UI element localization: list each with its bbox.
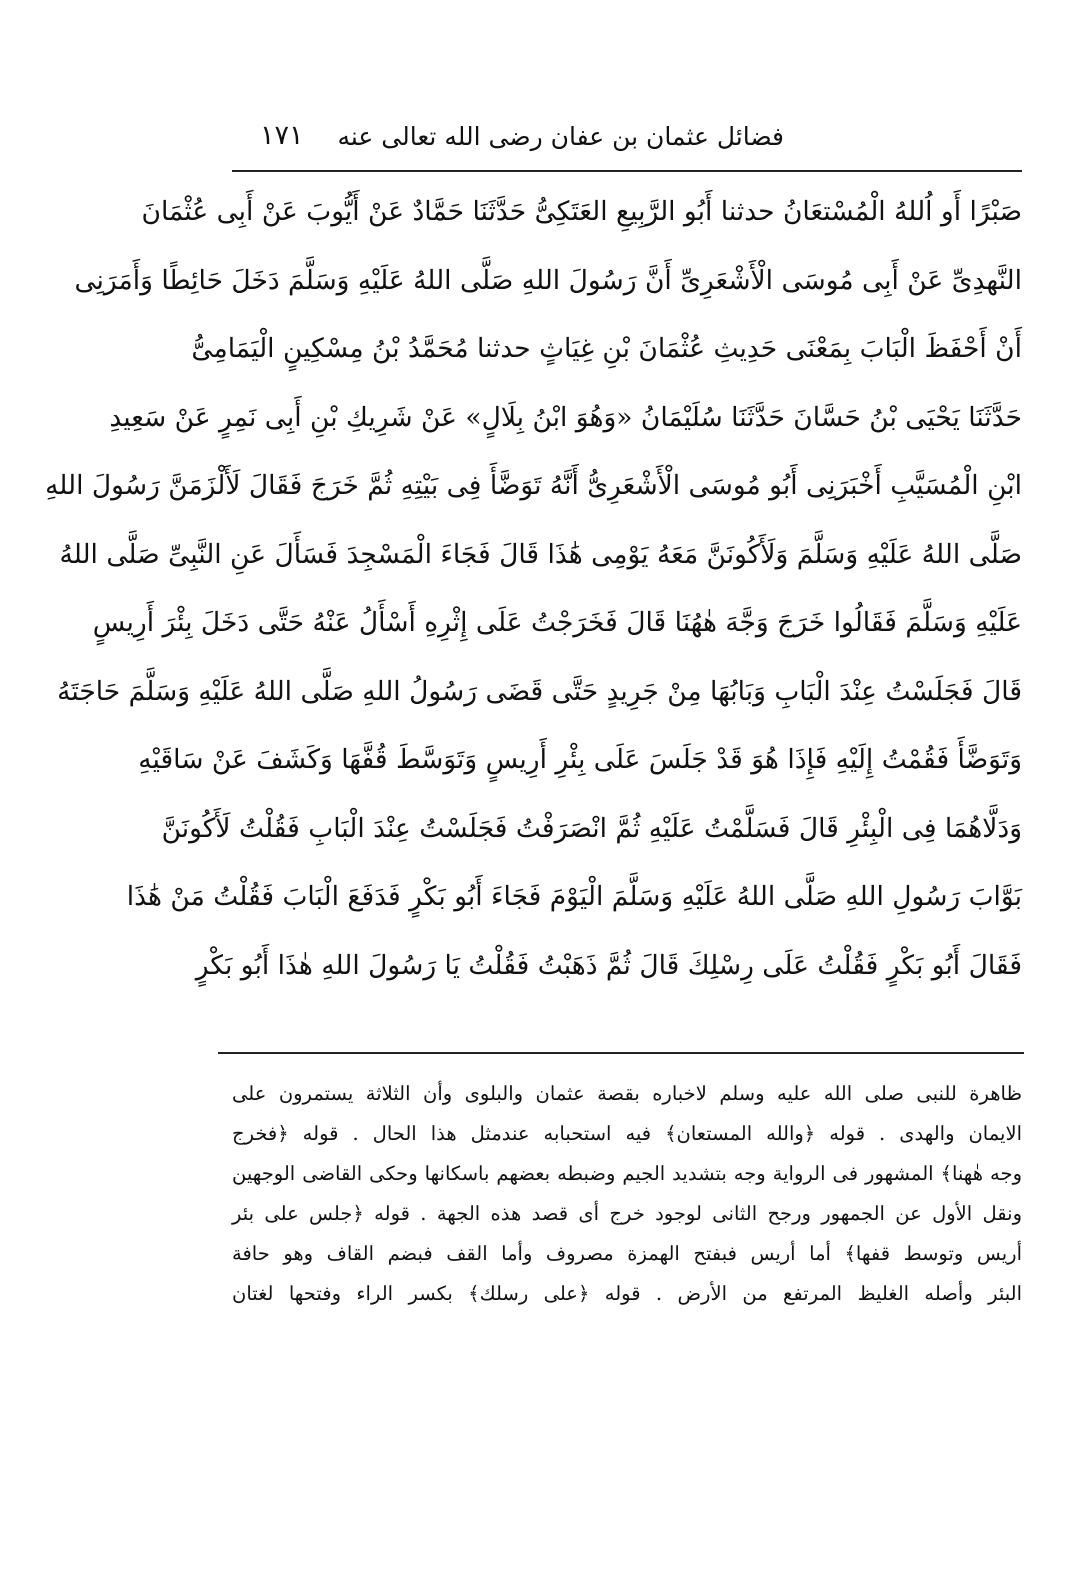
commentary-line: ظاهرة للنبى صلى الله عليه وسلم لاخباره بقصة عثمان والبلوى وأن الثلاثة يستمرون على (232, 1082, 1022, 1105)
main-text-line: قَالَ فَجَلَسْتُ عِنْدَ الْبَابِ وَبَابُهَا مِنْ جَرِيدٍ حَتَّى قَضَى رَسُولُ اللهِ صَلَّى اللهُ عَلَيْهِ وَسَلَّمَ حَاجَتَهُ (57, 675, 1022, 707)
commentary-line: ونقل الأول عن الجمهور ورجح الثانى لوجود خرج أى قصد هذه الجهة . قوله ﴿جلس على بئر (232, 1202, 1022, 1225)
commentary-rule (218, 1052, 1024, 1054)
running-header (232, 118, 1022, 166)
main-text-line: النَّهدِىِّ عَنْ أَبِى مُوسَى الْأَشْعَرِىِّ أَنَّ رَسُولَ اللهِ صَلَّى اللهُ عَلَيْهِ وَسَلَّمَ دَخَلَ حَائِطًا وَأَمَرَنِى (74, 264, 1022, 296)
main-text-line: وَتَوَضَّأَ فَقُمْتُ إِلَيْهِ فَإِذَا هُوَ قَدْ جَلَسَ عَلَى بِئْرِ أَرِيسٍ وَتَوَسَّطَ قُفَّهَا وَكَشَفَ عَنْ سَاقَيْهِ (138, 744, 1022, 775)
header-rule (232, 170, 1022, 172)
commentary-line: الايمان والهدى . قوله ﴿والله المستعان﴾ فيه استحبابه عندمثل هذا الحال . قوله ﴿فخرج (232, 1122, 1022, 1145)
page-number: ١٧١ (260, 120, 304, 151)
commentary-block (232, 1074, 1022, 1314)
main-text-line: بَوَّابَ رَسُولِ اللهِ صَلَّى اللهُ عَلَيْهِ وَسَلَّمَ الْيَوْمَ فَجَاءَ أَبُو بَكْرٍ فَدَفَعَ الْبَابَ فَقُلْتُ مَنْ هَٰذَا (126, 881, 1022, 912)
main-text-line: فَقَالَ أَبُو بَكْرٍ فَقُلْتُ عَلَى رِسْلِكَ قَالَ ثُمَّ ذَهَبْتُ فَقُلْتُ يَا رَسُولَ اللهِ هٰذَا أَبُو بَكْرٍ (195, 949, 1022, 981)
header-title: فضائل عثمان بن عفان رضى الله تعالى عنه (337, 122, 784, 151)
main-text-line: ابْنِ الْمُسَيَّبِ أَخْبَرَنِى أَبُو مُوسَى الْأَشْعَرِىُّ أَنَّهُ تَوَضَّأَ فِى بَيْتِهِ ثُمَّ خَرَجَ فَقَالَ لَأَلْزَمَنَّ رَسُولَ اللهِ (45, 470, 1022, 501)
hadith-text-block (45, 178, 1022, 1000)
main-text-line: حَدَّثَنَا يَحْيَى بْنُ حَسَّانَ حَدَّثَنَا سُلَيْمَانُ «وَهُوَ ابْنُ بِلَالٍ» عَنْ شَرِيكِ بْنِ أَبِى نَمِرٍ عَنْ سَعِيدِ (109, 401, 1022, 433)
main-text-line: أَنْ أَحْفَظَ الْبَابَ بِمَعْنَى حَدِيثِ عُثْمَانَ بْنِ غِيَاثٍ حدثنا مُحَمَّدُ بْنُ مِسْكِينٍ الْيَمَامِىُّ (191, 333, 1022, 364)
main-text-line: صَلَّى اللهُ عَلَيْهِ وَسَلَّمَ وَلَأَكُونَنَّ مَعَهُ يَوْمِى هَٰذَا قَالَ فَجَاءَ الْمَسْجِدَ فَسَأَلَ عَنِ النَّبِىِّ صَلَّى اللهُ (59, 538, 1022, 570)
commentary-line: وجه هٰهنا﴾ المشهور فى الرواية وجه بتشديد الجيم وضبطه بعضهم باسكانها وحكى القاضى الوجهين (232, 1162, 1022, 1185)
commentary-line: البئر وأصله الغليظ المرتفع من الأرض . قوله ﴿على رسلك﴾ بكسر الراء وفتحها لغتان (232, 1282, 1022, 1305)
main-text-line: وَدَلَّاهُمَا فِى الْبِئْرِ قَالَ فَسَلَّمْتُ عَلَيْهِ ثُمَّ انْصَرَفْتُ فَجَلَسْتُ عِنْدَ الْبَابِ فَقُلْتُ لَأَكُونَنَّ (161, 812, 1022, 844)
commentary-line: أريس وتوسط قفها﴾ أما أريس فبفتح الهمزة مصروف وأما القف فبضم القاف وهو حافة (232, 1242, 1022, 1265)
main-text-line: صَبْرًا أَو اُللهُ الْمُسْتعَانُ حدثنا أَبُو الرَّبِيعِ العَتَكِىُّ حَدَّثَنَا حَمَّادٌ عَنْ أَيُّوبَ عَنْ أَبِى عُثْمَانَ (141, 196, 1022, 227)
main-text-line: عَلَيْهِ وَسَلَّمَ فَقَالُوا خَرَجَ وَجَّهَ هٰهُنَا قَالَ فَخَرَجْتُ عَلَى إِثْرِهِ أَسْأَلُ عَنْهُ حَتَّى دَخَلَ بِئْرَ أَرِيسٍ (92, 607, 1022, 638)
